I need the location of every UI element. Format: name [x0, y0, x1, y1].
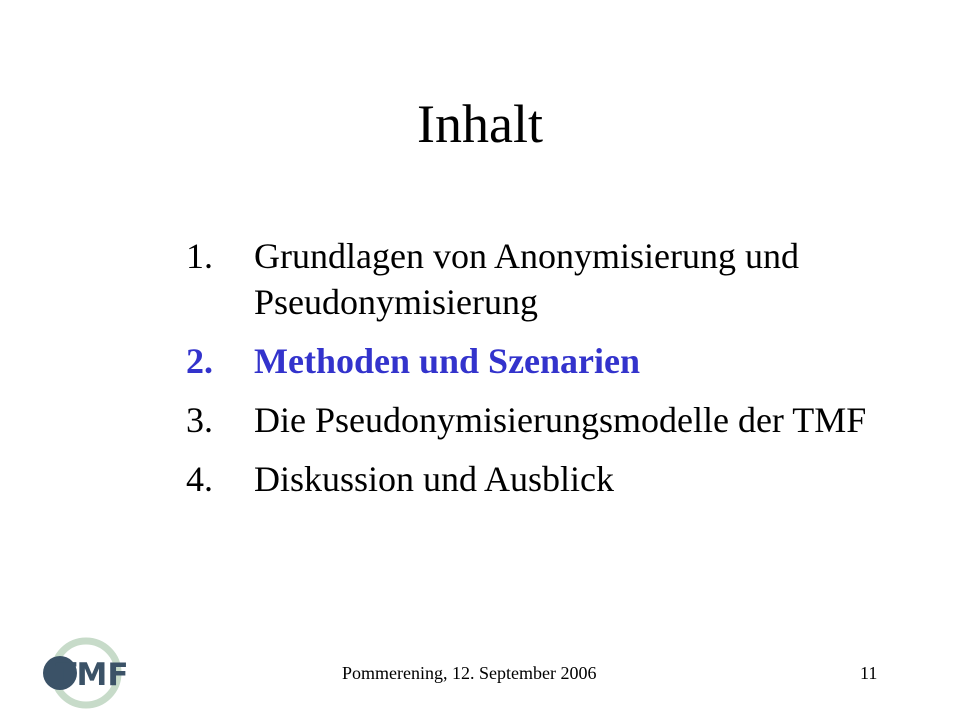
- agenda-item-number: 4.: [186, 459, 213, 499]
- slide-title: Inhalt: [417, 94, 543, 154]
- agenda-item-text: Grundlagen von Anonymisierung und Pseudonymisierung: [254, 236, 799, 322]
- agenda-item-4: [186, 456, 906, 502]
- agenda-item-number: 2.: [186, 341, 213, 381]
- footer-text: Pommerening, 12. September 2006: [342, 663, 597, 683]
- logo-text: TMF: [55, 657, 129, 693]
- agenda-item-number: 1.: [186, 236, 213, 276]
- agenda-item-text: Die Pseudonymisierungsmodelle der TMF: [254, 400, 867, 440]
- agenda-item-text: Diskussion und Ausblick: [254, 459, 615, 499]
- agenda-item-1: [186, 233, 906, 325]
- agenda-item-number: 3.: [186, 400, 213, 440]
- agenda-item-3: [186, 397, 906, 443]
- agenda-item-2: [186, 338, 906, 384]
- footer: [0, 661, 960, 685]
- page-number: 11: [860, 663, 878, 683]
- agenda-item-text: Methoden und Szenarien: [254, 341, 641, 381]
- agenda-list: [186, 233, 906, 515]
